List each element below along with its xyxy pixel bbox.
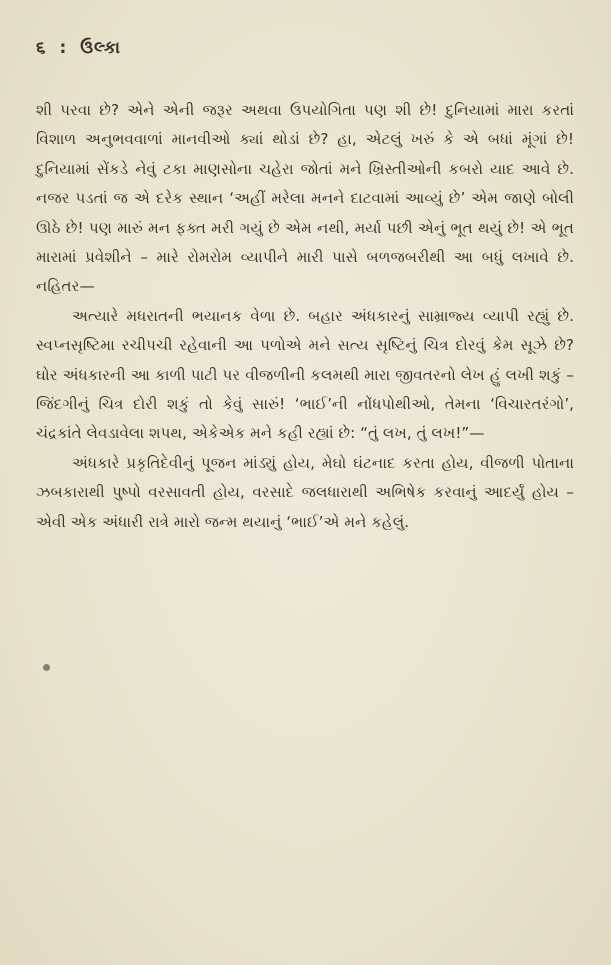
chapter-title: ઉલ્કા — [80, 38, 122, 58]
running-head — [36, 38, 121, 58]
ink-spot — [43, 664, 50, 671]
paragraph-3: અંધકારે પ્રકૃતિદેવીનું પૂજન માંડ્યું હોય, મેઘો ઘંટનાદ કરતા હોય, વીજળી પોતાના ઝબકારાથી પુષ્પો વરસાવતી હોય, વરસાદે જલધારાથી અભિષેક કરવાનું આદર્યું હોય – એવી એક અંધારી રાત્રે મારો જન્મ થયાનું ‘ભાઈ’એ મને કહેલું. — [36, 453, 574, 531]
page-number: ૬ — [36, 38, 47, 58]
head-underline-ornament — [36, 64, 148, 70]
head-separator: : — [59, 38, 68, 58]
paragraph-1: શી પરવા છે? એને એની જરૂર અથવા ઉપયોગિતા પણ શી છે! દુનિયામાં મારા કરતાં વિશાળ અનુભવવાળાં માનવીઓ ક્યાં થોડાં છે? હા, એટલું ખરું કે એ બધાં મૂંગાં છે! દુનિયામાં સેંકડે નેવું ટકા માણસોના ચહેરા જોતાં મને ખ્રિસ્તીઓની કબરો યાદ આવે છે. નજર પડતાં જ એ દરેક સ્થાન ‘અહીં મરેલા મનને દાટવામાં આવ્યું છે’ એમ જાણે બોલી ઊઠે છે! પણ મારું મન ફક્ત મરી ગયું છે એમ નથી, મર્યા પછી એનું ભૂત થયું છે! એ ભૂત મારામાં પ્રવેશીને – મારે રોમરોમ વ્યાપીને મારી પાસે બળજબરીથી આ બધું લખાવે છે. નહિતર— — [36, 101, 574, 296]
paragraph-2: અત્યારે મધરાતની ભયાનક વેળા છે. બહાર અંધકારનું સામ્રાજ્ય વ્યાપી રહ્યું છે. સ્વપ્નસૃષ્ટિમા રચીપચી રહેવાની આ પળોએ મને સત્ય સૃષ્ટિનું ચિત્ર દોરવું કેમ સૂઝે છે? ઘોર અંધકારની આ કાળી પાટી પર વીજળીની કલમથી મારા જીવતરનો લેખ હું લખી શકું – જિંદગીનું ચિત્ર દોરી શકું તો કેવું સારું! ‘ભાઈ’ની નોંધપોથીઓ, તેમના ‘વિચારતરંગો’, ચંદ્રકાંતે લેવડાવેલા શપથ, એકેએક મને કહી રહ્યાં છે: “તું લખ, તું લખ!”— — [36, 306, 574, 443]
body-text — [36, 96, 574, 537]
